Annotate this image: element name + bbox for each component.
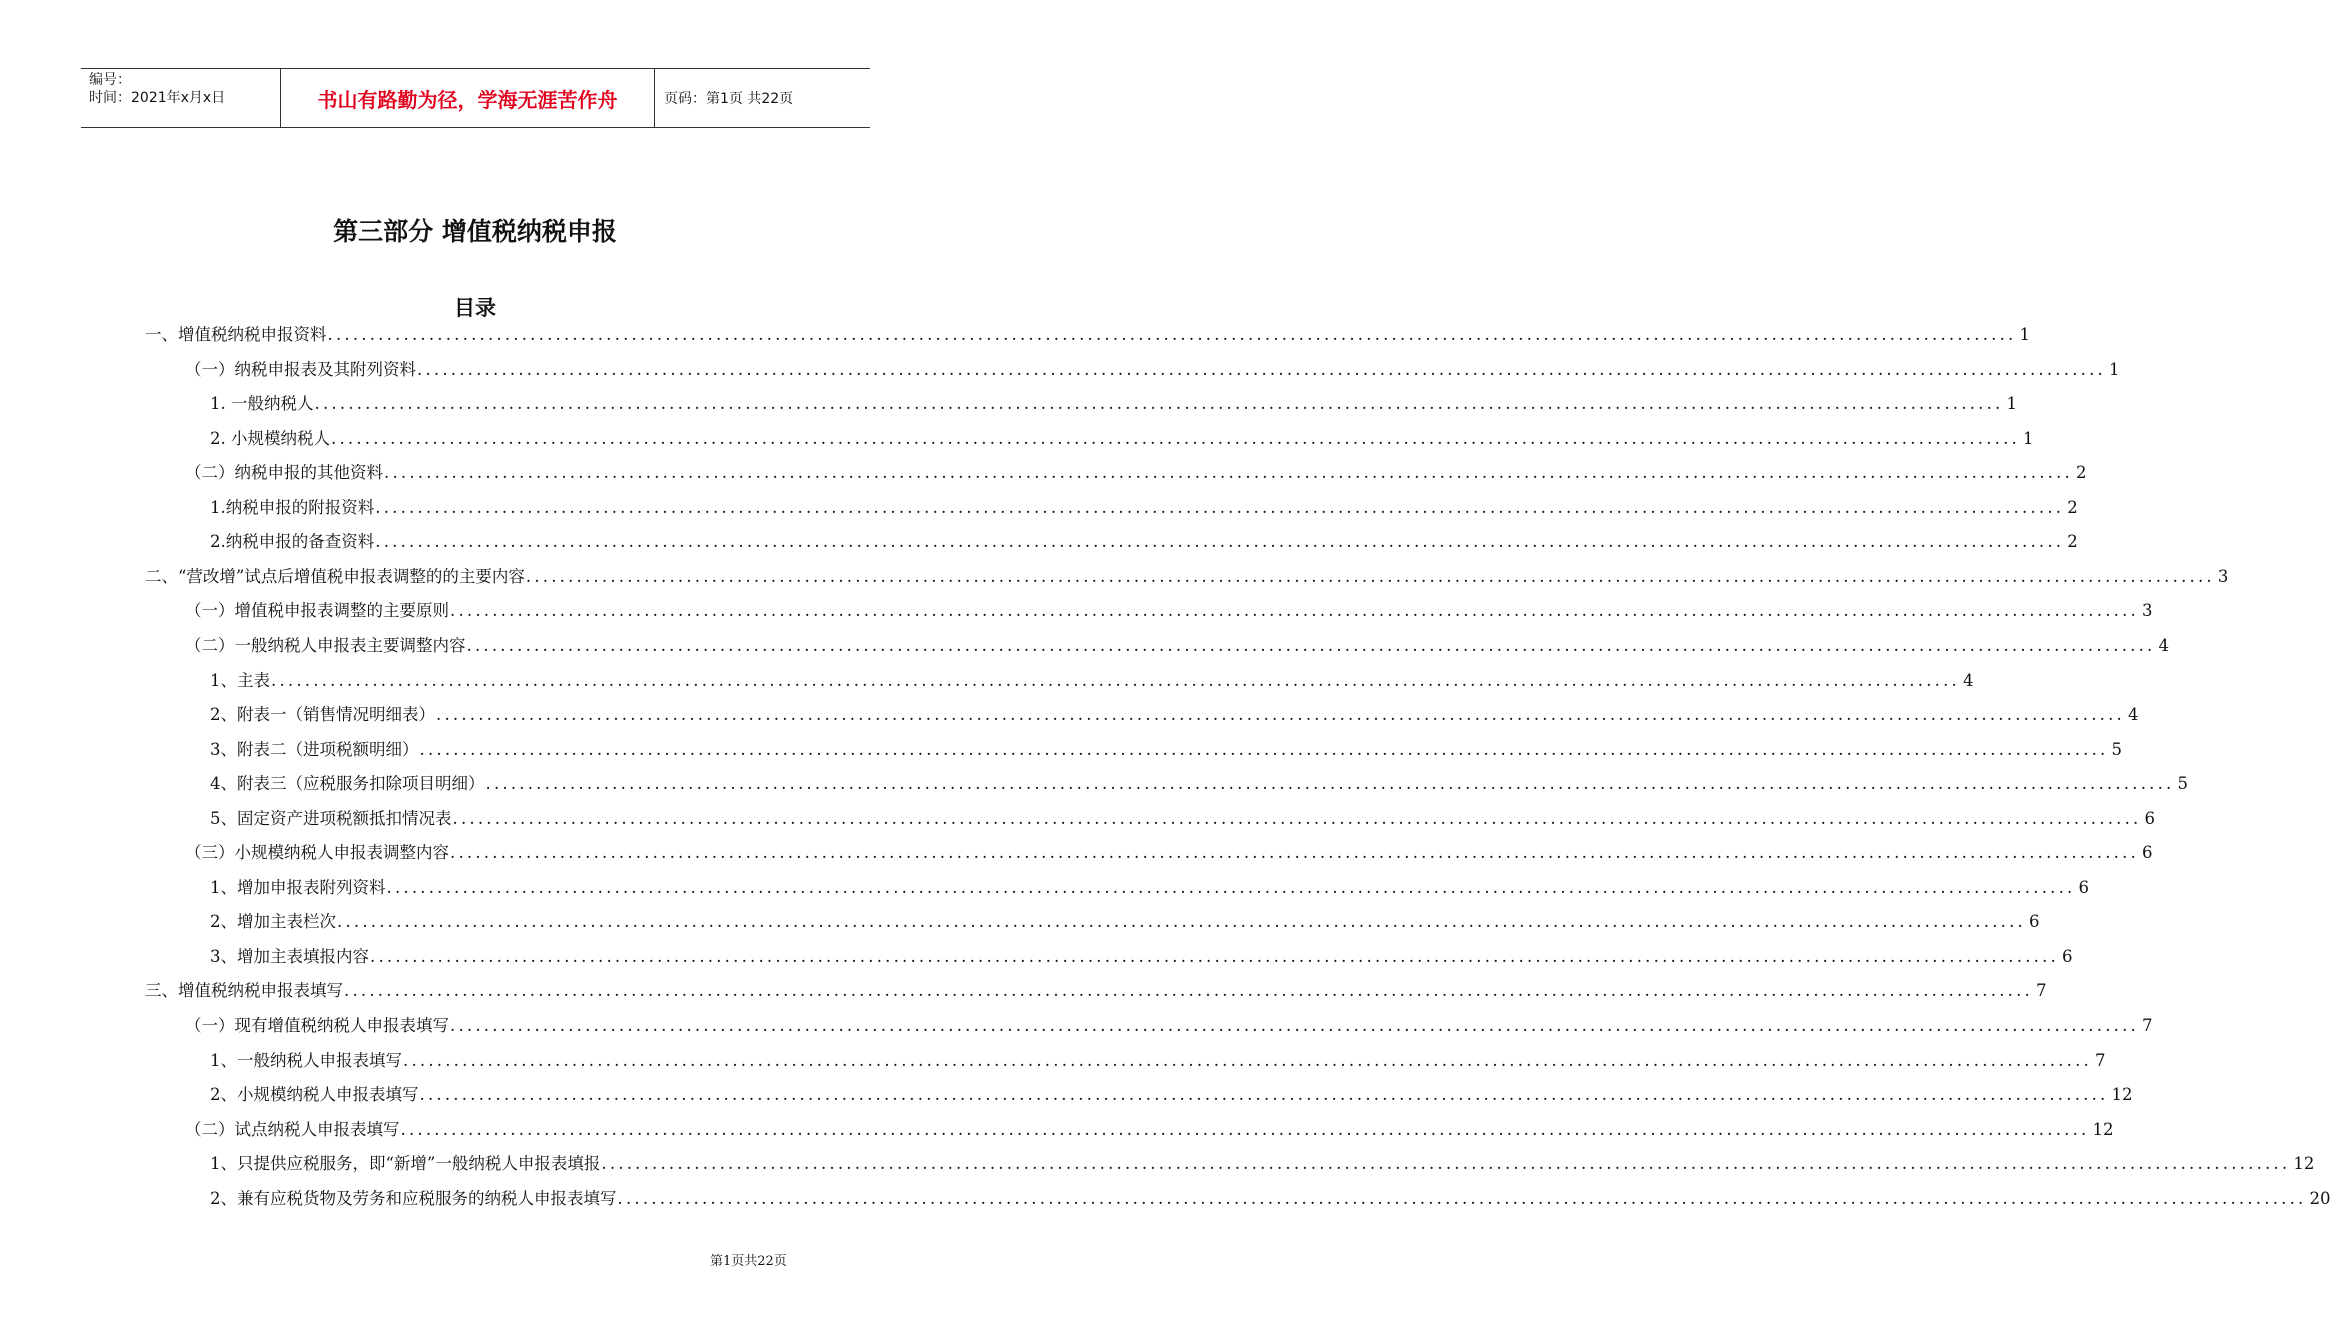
toc-entry-label: 1.纳税申报的附报资料 — [210, 497, 375, 517]
toc-entry[interactable] — [210, 427, 2034, 451]
toc-leader-dots: ........................................................................................................................................................................................................ — [384, 463, 2073, 483]
toc-entry-page: 6 — [2141, 843, 2153, 863]
toc-leader-dots: ........................................................................................................................................................................................................ — [450, 1016, 2139, 1035]
toc-entry-label: （三）小规模纳税人申报表调整内容 — [185, 843, 449, 863]
page-header — [81, 68, 870, 128]
toc-entry-label: 1、一般纳税人申报表填写 — [210, 1050, 402, 1070]
toc-entry[interactable] — [210, 876, 2089, 900]
toc-entry-page: 7 — [2035, 981, 2047, 1001]
toc-entry-page: 6 — [2144, 808, 2155, 828]
toc-entry-page: 2 — [2067, 532, 2078, 552]
toc-entry-label: （二）一般纳税人申报表主要调整内容 — [185, 635, 466, 655]
number-label: 编号： — [89, 72, 131, 88]
date-label: 时间：2021年x月x日 — [89, 90, 226, 106]
toc-entry-label: 1. 一般纳税人 — [210, 394, 314, 414]
header-meta — [81, 69, 281, 127]
toc-entry-page: 20 — [2309, 1188, 2330, 1208]
toc-leader-dots: ........................................................................................................................................................................................................ — [370, 946, 2059, 966]
toc-entry-label: （一）纳税申报表及其附列资料 — [185, 359, 416, 379]
toc-leader-dots: ........................................................................................................................................................................................................ — [452, 808, 2142, 828]
page-footer: 第1页共22页 — [710, 1254, 787, 1269]
toc-title: 目录 — [454, 296, 496, 320]
toc-entry-page: 2 — [2067, 497, 2078, 517]
toc-leader-dots: ........................................................................................................................................................................................................ — [331, 428, 2020, 448]
toc-leader-dots: ........................................................................................................................................................................................................ — [525, 566, 2215, 586]
toc-entry[interactable] — [210, 530, 2078, 554]
toc-leader-dots: ........................................................................................................................................................................................................ — [466, 635, 2156, 655]
document-title: 第三部分 增值税纳税申报 — [333, 217, 617, 246]
toc-entry-label: （一）现有增值税纳税人申报表填写 — [185, 1016, 449, 1035]
toc-entry[interactable] — [210, 496, 2078, 520]
toc-entry-page: 2 — [2075, 463, 2087, 483]
toc-entry[interactable] — [210, 703, 2139, 727]
toc-entry-label: （一）增值税申报表调整的主要原则 — [185, 601, 449, 621]
toc-entry-page: 3 — [2217, 566, 2229, 586]
toc-leader-dots: ........................................................................................................................................................................................................ — [617, 1188, 2307, 1208]
toc-leader-dots: ........................................................................................................................................................................................................ — [375, 497, 2065, 517]
toc-entry-page: 12 — [2092, 1119, 2114, 1139]
toc-entry[interactable] — [145, 565, 2229, 589]
toc-leader-dots: ........................................................................................................................................................................................................ — [450, 601, 2139, 621]
header-page-info: 页码：第1页 共22页 — [664, 91, 794, 107]
toc-entry[interactable] — [210, 910, 2040, 934]
toc-entry[interactable] — [145, 979, 2047, 1003]
toc-entry-label: 2、小规模纳税人申报表填写 — [210, 1085, 419, 1105]
toc-entry-label: 2. 小规模纳税人 — [210, 428, 330, 448]
toc-entry-page: 5 — [2111, 739, 2122, 759]
toc-leader-dots: ........................................................................................................................................................................................................ — [450, 843, 2139, 863]
toc-leader-dots: ........................................................................................................................................................................................................ — [436, 705, 2125, 725]
toc-leader-dots: ........................................................................................................................................................................................................ — [386, 877, 2076, 897]
toc-leader-dots: ........................................................................................................................................................................................................ — [327, 325, 2017, 344]
toc-entry-page: 6 — [2061, 946, 2073, 966]
toc-entry-label: 2.纳税申报的备查资料 — [210, 532, 375, 552]
toc-entry-page: 7 — [2094, 1050, 2106, 1070]
toc-entry-label: 1、主表 — [210, 670, 270, 690]
toc-entry-page: 4 — [2158, 635, 2169, 655]
toc-entry-page: 1 — [2019, 325, 2030, 344]
toc-entry[interactable] — [210, 392, 2017, 416]
toc-entry-label: 1、增加申报表附列资料 — [210, 877, 386, 897]
toc-entry-page: 1 — [2006, 394, 2017, 414]
toc-entry[interactable] — [210, 807, 2155, 831]
toc-entry[interactable] — [185, 358, 2120, 382]
toc-leader-dots: ........................................................................................................................................................................................................ — [375, 532, 2065, 552]
toc-entry-label: 1、只提供应税服务，即“新增”一般纳税人申报表填报 — [210, 1154, 601, 1174]
toc-entry-label: 2、兼有应税货物及劳务和应税服务的纳税人申报表填写 — [210, 1188, 617, 1208]
toc-entry-page: 5 — [2177, 774, 2188, 794]
toc-leader-dots: ........................................................................................................................................................................................................ — [271, 670, 1960, 690]
toc-entry[interactable] — [185, 634, 2169, 658]
toc-leader-dots: ........................................................................................................................................................................................................ — [344, 981, 2033, 1001]
toc-leader-dots: ........................................................................................................................................................................................................ — [601, 1154, 2291, 1174]
toc-entry-label: （二）纳税申报的其他资料 — [185, 463, 383, 483]
toc-leader-dots: ........................................................................................................................................................................................................ — [403, 1050, 2092, 1070]
toc-leader-dots: ........................................................................................................................................................................................................ — [417, 359, 2106, 379]
toc-entry-label: 2、增加主表栏次 — [210, 912, 336, 932]
toc-entry-label: 3、附表二（进项税额明细） — [210, 739, 419, 759]
header-motto: 书山有路勤为径，学海无涯苦作舟 — [281, 69, 655, 127]
toc-entry-page: 6 — [2078, 877, 2089, 897]
toc-leader-dots: ........................................................................................................................................................................................................ — [419, 1085, 2109, 1105]
toc-entry[interactable] — [210, 1152, 2315, 1176]
toc-entry-page: 4 — [2127, 705, 2139, 725]
toc-entry[interactable] — [210, 1187, 2330, 1211]
toc-entry[interactable] — [185, 841, 2153, 865]
toc-entry[interactable] — [210, 1049, 2106, 1073]
toc-entry-label: 3、增加主表填报内容 — [210, 946, 369, 966]
toc-entry[interactable] — [210, 945, 2073, 969]
toc-entry-page: 3 — [2141, 601, 2153, 621]
toc-entry-page: 6 — [2028, 912, 2040, 932]
toc-entry-label: 2、附表一（销售情况明细表） — [210, 705, 435, 725]
toc-entry-label: 一、增值税纳税申报资料 — [145, 325, 327, 344]
toc-entry-label: 4、附表三（应税服务扣除项目明细） — [210, 774, 485, 794]
toc-leader-dots: ........................................................................................................................................................................................................ — [400, 1119, 2090, 1139]
toc-entry[interactable] — [185, 1014, 2153, 1038]
toc-leader-dots: ........................................................................................................................................................................................................ — [314, 394, 2004, 414]
toc-entry[interactable] — [210, 669, 1974, 693]
toc-entry[interactable] — [145, 323, 2030, 347]
toc-entry-label: （二）试点纳税人申报表填写 — [185, 1119, 400, 1139]
toc-entry[interactable] — [185, 1118, 2114, 1142]
toc-entry-label: 三、增值税纳税申报表填写 — [145, 981, 343, 1001]
toc-entry[interactable] — [185, 461, 2087, 485]
toc-leader-dots: ........................................................................................................................................................................................................ — [485, 774, 2175, 794]
toc-entry-label: 二、“营改增”试点后增值税申报表调整的的主要内容 — [145, 566, 525, 586]
toc-entry-page: 7 — [2141, 1016, 2153, 1035]
toc-leader-dots: ........................................................................................................................................................................................................ — [337, 912, 2026, 932]
toc-leader-dots: ........................................................................................................................................................................................................ — [419, 739, 2109, 759]
toc-entry[interactable] — [210, 772, 2188, 796]
toc-entry[interactable] — [210, 1083, 2133, 1107]
toc-entry-page: 1 — [2108, 359, 2120, 379]
toc-entry-page: 4 — [1962, 670, 1974, 690]
toc-entry-label: 5、固定资产进项税额抵扣情况表 — [210, 808, 452, 828]
toc-entry-page: 1 — [2022, 428, 2034, 448]
toc-entry-page: 12 — [2293, 1154, 2315, 1174]
toc-entry[interactable] — [185, 599, 2153, 623]
toc-entry-page: 12 — [2111, 1085, 2133, 1105]
toc-entry[interactable] — [210, 738, 2122, 762]
